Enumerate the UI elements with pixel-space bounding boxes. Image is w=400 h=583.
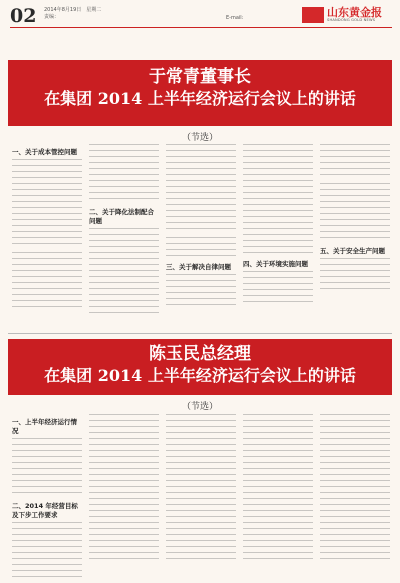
masthead-rule: [10, 27, 392, 28]
text-block: [12, 159, 82, 249]
article2-title-line2: 在集团 2014 上半年经济运行会议上的讲话: [44, 366, 356, 385]
article1-section-heading: 三、关于解决自律问题: [166, 263, 231, 271]
text-block: [320, 414, 390, 504]
section-editor: 责编：: [44, 14, 60, 20]
text-block: [243, 414, 313, 504]
text-block: [320, 258, 390, 294]
text-block: [320, 504, 390, 564]
text-block: [166, 237, 236, 259]
logo-text: 山东黄金报: [327, 6, 382, 19]
text-block: [243, 271, 313, 307]
text-block: [243, 234, 313, 256]
article2-section-heading: 二、2014 年经营目标及下步工作要求: [12, 502, 78, 519]
article2-title-line1: 陈玉民总经理: [149, 344, 251, 364]
article2-body: [12, 414, 390, 580]
text-block: [12, 252, 82, 312]
text-block: [320, 183, 390, 243]
logo-mark-icon: [302, 7, 324, 23]
article1-section-heading: 二、关于降化法制配合问题: [89, 208, 154, 225]
article2-subtitle: （节选）: [181, 402, 218, 412]
logo-english: SHANDONG GOLD NEWS: [327, 18, 376, 22]
article1-section-heading: 一、关于成本管控问题: [12, 148, 77, 156]
issue-info: [44, 7, 101, 21]
text-block: [166, 504, 236, 564]
article1-title-line1: 于常青董事长: [149, 67, 251, 87]
text-block: [12, 522, 82, 580]
text-block: [166, 274, 236, 310]
article1-title-line2: 在集团 2014 上半年经济运行会议上的讲话: [44, 89, 356, 108]
text-block: [89, 144, 159, 204]
article2-column-2: [89, 414, 159, 580]
newspaper-logo: [302, 7, 392, 23]
text-block: [166, 144, 236, 234]
article2-column-4: [243, 414, 313, 580]
masthead: [0, 0, 400, 28]
text-block: [243, 504, 313, 564]
article1-body: [12, 144, 390, 330]
issue-date: 2014年8月19日 星期二: [44, 7, 102, 13]
article2-headline: [8, 339, 392, 395]
text-block: [89, 228, 159, 318]
text-block: [89, 504, 159, 564]
article1-column-3: [166, 144, 236, 330]
text-block: [243, 144, 313, 234]
article1-column-5: [320, 144, 390, 330]
article1-section-heading: 五、关于安全生产问题: [320, 247, 385, 255]
article1-section-heading: 四、关于环境实施问题: [243, 260, 308, 268]
contact-email: E-mail:: [226, 15, 244, 21]
text-block: [12, 438, 82, 498]
article-divider: [8, 333, 392, 334]
article1-headline: [8, 60, 392, 126]
article2-column-3: [166, 414, 236, 580]
text-block: [320, 144, 390, 180]
text-block: [166, 414, 236, 504]
article2-column-1: [12, 414, 82, 580]
article1-subtitle: （节选）: [181, 133, 218, 143]
article2-section-heading: 一、上半年经济运行情况: [12, 418, 77, 435]
article1-column-2: [89, 144, 159, 330]
article1-column-1: [12, 144, 82, 330]
page-number: 02: [10, 5, 37, 27]
article1-column-4: [243, 144, 313, 330]
text-block: [89, 414, 159, 504]
article2-column-5: [320, 414, 390, 580]
